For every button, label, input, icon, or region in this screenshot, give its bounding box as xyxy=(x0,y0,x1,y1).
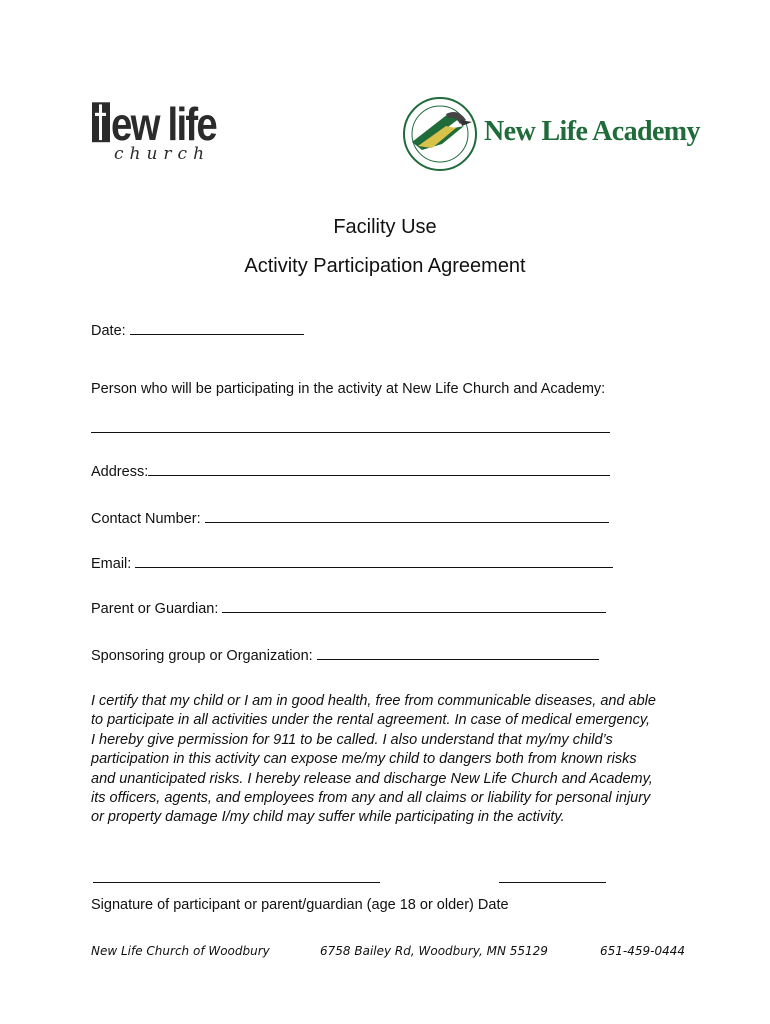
waiver-line: or property damage I/my child may suffer while participating in the activity. xyxy=(91,809,565,826)
participant-label: Person who will be participating in the activity at New Life Church and Academy: xyxy=(91,381,606,397)
signature-field[interactable] xyxy=(93,882,380,883)
contact-label: Contact Number: xyxy=(91,511,201,527)
document-subtitle: Activity Participation Agreement xyxy=(244,255,526,277)
footer-phone: 651-459-0444 xyxy=(600,944,686,958)
address-field[interactable] xyxy=(148,463,610,476)
signature-date-field[interactable] xyxy=(499,882,606,883)
date-field-row xyxy=(91,322,304,339)
date-field[interactable] xyxy=(130,322,304,335)
document-title: Facility Use xyxy=(333,216,437,238)
academy-logo xyxy=(402,96,710,176)
email-field-row xyxy=(91,555,613,572)
footer-address: 6758 Bailey Rd, Woodbury, MN 55129 xyxy=(320,944,548,958)
waiver-line: to participate in all activities under the rental agreement. In case of medical emergency, xyxy=(91,712,651,729)
waiver-line: I hereby give permission for 911 to be called. I also understand that my/my child’s xyxy=(91,731,613,748)
sponsor-label: Sponsoring group or Organization: xyxy=(91,648,313,664)
academy-logo-name: New Life Academy xyxy=(484,116,700,147)
address-label: Address: xyxy=(91,464,149,480)
guardian-field[interactable] xyxy=(222,600,606,613)
church-logo xyxy=(92,96,224,170)
waiver-paragraph xyxy=(91,692,691,828)
guardian-field-row xyxy=(91,600,606,617)
footer-org: New Life Church of Woodbury xyxy=(91,944,270,958)
church-logo-lettering xyxy=(92,96,218,144)
email-label: Email: xyxy=(91,556,132,572)
academy-eagle-seal-icon xyxy=(402,96,478,172)
sponsor-field-row xyxy=(91,647,599,664)
signature-caption: Signature of participant or parent/guardian (age 18 or older) Date xyxy=(91,897,509,913)
waiver-line: its officers, agents, and employees from any and all claims or liability for personal injury xyxy=(91,790,651,807)
guardian-label: Parent or Guardian: xyxy=(91,601,219,617)
email-field[interactable] xyxy=(135,555,613,568)
church-logo-subtitle: church xyxy=(114,144,211,164)
waiver-line: and unanticipated risks. I hereby release and discharge New Life Church and Academy, xyxy=(91,770,653,787)
svg-text:ew life: ew life xyxy=(111,98,217,145)
sponsor-field[interactable] xyxy=(317,647,599,660)
waiver-line: participation in this activity can expose me/my child to dangers both from known risks xyxy=(91,751,637,768)
participant-field[interactable] xyxy=(91,420,610,433)
participant-field-row xyxy=(91,420,610,437)
date-label: Date: xyxy=(91,323,126,339)
contact-field-row xyxy=(91,510,609,527)
waiver-line: I certify that my child or I am in good health, free from communicable diseases, and able xyxy=(91,693,656,709)
contact-field[interactable] xyxy=(205,510,609,523)
address-field-row xyxy=(91,463,610,480)
